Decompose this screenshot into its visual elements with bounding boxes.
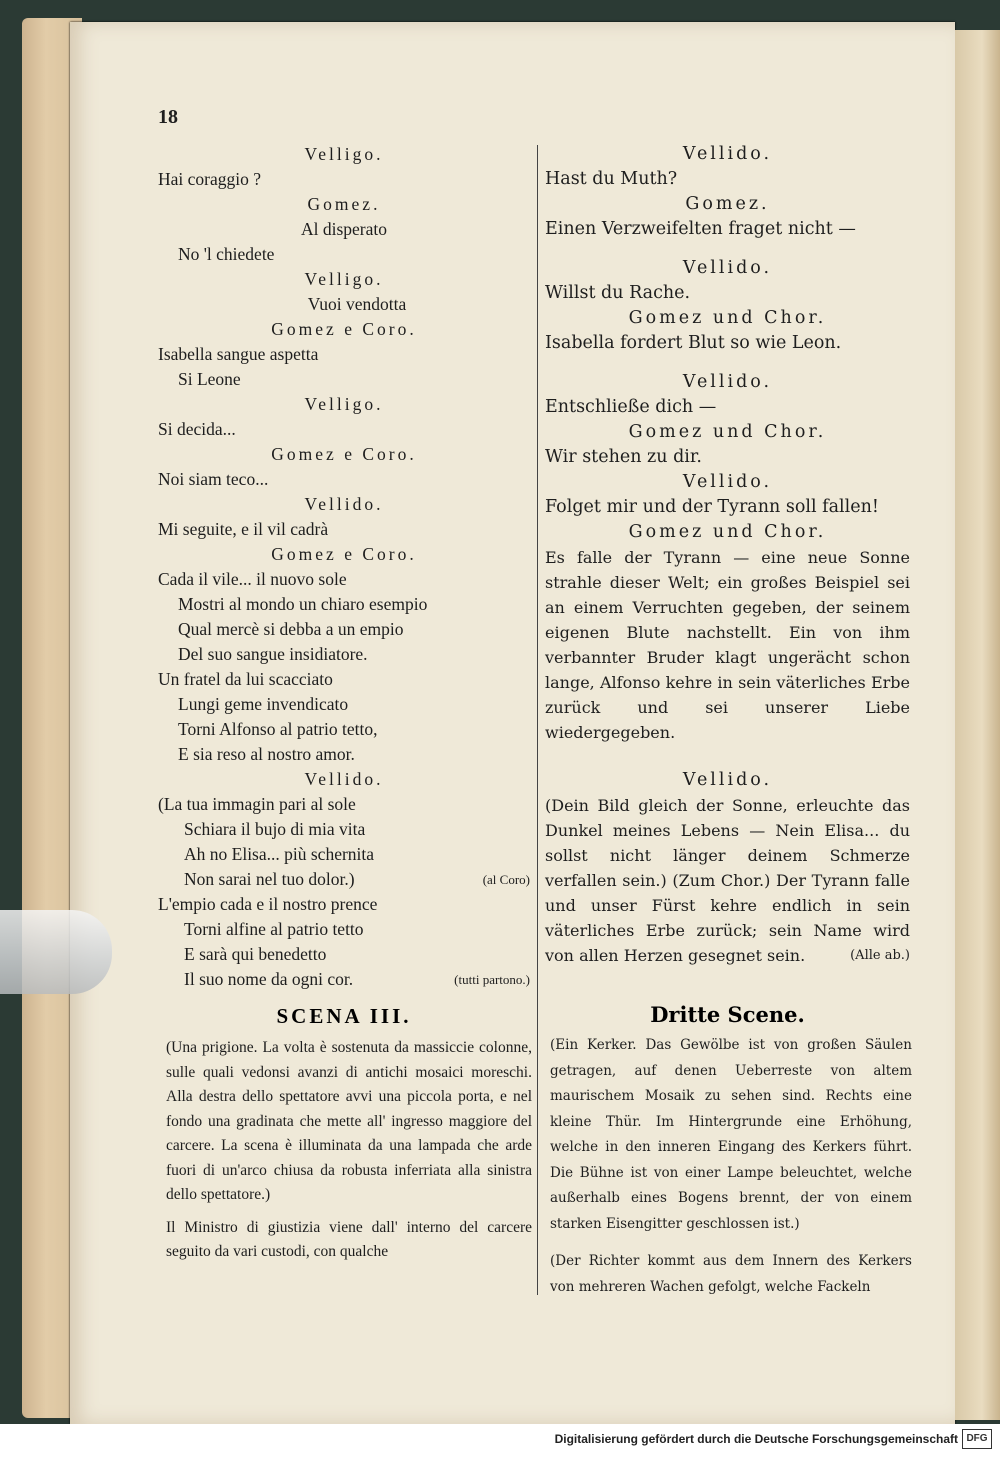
speaker-label: Velligo. [304,269,384,289]
verse-line: (La tua immagin pari al sole [158,794,356,814]
verse-line: Non sarai nel tuo dolor.) (al Coro) [158,867,530,892]
verse-line: Entschließe dich — [545,397,717,417]
speaker-label: Velligo. [304,394,384,414]
spacer [545,356,910,370]
verse-line: Hast du Muth? [545,169,678,189]
verse-line: Ah no Elisa... più schernita [184,844,375,864]
verse-line: Al disperato [300,219,388,239]
verse-line: Isabella sangue aspetta [158,344,319,364]
speaker-label: Vellido. [304,494,384,514]
german-chorus-prose: Es falle der Tyrann — eine neue Sonne strahle dieser Welt; ein großes Beispiel sei an einem Verruchten gegeben, der seinem eigenen Blute nachstellt. Ein von ihm verbannter Bruder klagt ungerächt schon lange, Alfonso kehre in sein väterliches Erbe zurück und sei unserer Liebe wiedergegeben. [545,548,910,742]
speaker-label: Gomez. [307,194,381,214]
verse-line: Vuoi vendotta [307,294,407,314]
speaker-label: Vellido. [682,372,773,392]
german-scene-desc: (Ein Kerker. Das Gewölbe ist von großen Säulen getragen, auf denen Ueberreste von altem maurischem Mosaik zu sehen sind. Rechts eine kleine Thür. Im Hintergrunde eine Erhöhung, welche in den inneren Eingang des Kerkers führt. Die Bühne ist von einer Lampe beleuchtet, welche außerhalb eines Bogens brennt, der von einem starken Eisengitter geschlossen ist.) [550,1037,912,1232]
speaker-label: Vellido. [682,144,773,164]
page-clip [0,910,112,994]
speaker-label: Vellido. [304,769,384,789]
german-scene-text [550,1033,912,1300]
german-scene-title: Dritte Scene. [650,1002,805,1027]
german-judge-line: (Der Richter kommt aus dem Innern des Kerkers von mehreren Wachen gefolgt, welche Fackeln [550,1253,912,1295]
verse-line: Folget mir und der Tyrann soll fallen! [545,497,879,517]
stage-direction: (tutti partono.) [454,972,530,987]
verse-line: Willst du Rache. [545,283,691,303]
italian-scene-desc: (Una prigione. La volta è sostenuta da massiccie colonne, sulle quali vedonsi avanzi di antichi mosaici moreschi. Alla destra dello spettatore avvi una piccola porta, e nel fondo una gradinata che mette all' ingresso maggiore del carcere. La scena è illuminata da una lampada che arde fuori di un'arco chiusa da robusta inferriata alla sinistra dello spettatore.) [166,1039,532,1203]
german-column [545,142,910,968]
verse-line: Schiara il bujo di mia vita [184,819,366,839]
stage-direction: (Alle ab.) [850,948,910,963]
speaker-label: Gomez. [685,194,770,214]
verse-line: Lungi geme invendicato [178,694,349,714]
verse-line: E sarà qui benedetto [184,944,327,964]
italian-scene-text [166,1036,532,1265]
dfg-logo-icon: DFG [962,1429,992,1449]
verse-line: Wir stehen zu dir. [545,447,702,467]
verse-line: Mi seguite, e il vil cadrà [158,519,329,539]
speaker-label: Gomez und Chor. [628,522,827,542]
verse-line: Hai coraggio ? [158,169,262,189]
verse-line: Isabella fordert Blut so wie Leon. [545,333,842,353]
verse-line: E sia reso al nostro amor. [178,744,355,764]
german-vellido-prose: (Dein Bild gleich der Sonne, erleuchte das Dunkel meines Lebens — Nein Elisa... du sollst nicht länger deinem Schmerze verfallen sein.) (Zum Chor.) Der Tyrann falle und unser Fürst kehre endlich in sein väterliches Erbe zurück; sein Name wird von allen Herzen gesegnet sein. (Alle ab.) [545,793,910,968]
speaker-label: Vellido. [682,472,773,492]
verse-line: Del suo sangue insidiatore. [178,644,368,664]
footer-bar [0,1424,1000,1467]
speaker-label: Gomez e Coro. [271,544,417,564]
verse-line: Noi siam teco... [158,469,269,489]
speaker-label: Gomez e Coro. [271,444,417,464]
spacer [545,242,910,256]
verse-line: Cada il vile... il nuovo sole [158,569,347,589]
speaker-label: Vellido. [682,770,773,790]
italian-scene-title: SCENA III. [276,1004,412,1028]
speaker-label: Gomez und Chor. [628,422,827,442]
verse-line: Torni Alfonso al patrio tetto, [178,719,378,739]
italian-column [158,142,530,992]
page-number: 18 [158,106,178,128]
speaker-label: Velligo. [304,144,384,164]
verse-line: Il suo nome da ogni cor. (tutti partono.) [158,967,530,992]
italian-minister-line: Il Ministro di giustizia viene dall' interno del carcere seguito da vari custodi, con qualche [166,1218,532,1260]
verse-line: Un fratel da lui scacciato [158,669,333,689]
speaker-label: Gomez und Chor. [628,308,827,328]
verse-line: Qual mercè si debba a un empio [178,619,404,639]
column-divider [537,145,538,1295]
verse-line: No 'l chiedete [178,244,275,264]
verse-line: Si Leone [178,369,241,389]
verse-line: Mostri al mondo un chiaro esempio [178,594,428,614]
facing-page-edge [955,30,1000,1420]
verse-line: Torni alfine al patrio tetto [184,919,364,939]
verse-line: Si decida... [158,419,236,439]
speaker-label: Vellido. [682,258,773,278]
footer-credit: Digitalisierung gefördert durch die Deutsche Forschungsgemeinschaft [554,1432,958,1446]
verse-line: Einen Verzweifelten fraget nicht — [545,219,856,239]
verse-line: L'empio cada e il nostro prence [158,894,378,914]
stage-direction: (al Coro) [482,872,530,887]
speaker-label: Gomez e Coro. [271,319,417,339]
